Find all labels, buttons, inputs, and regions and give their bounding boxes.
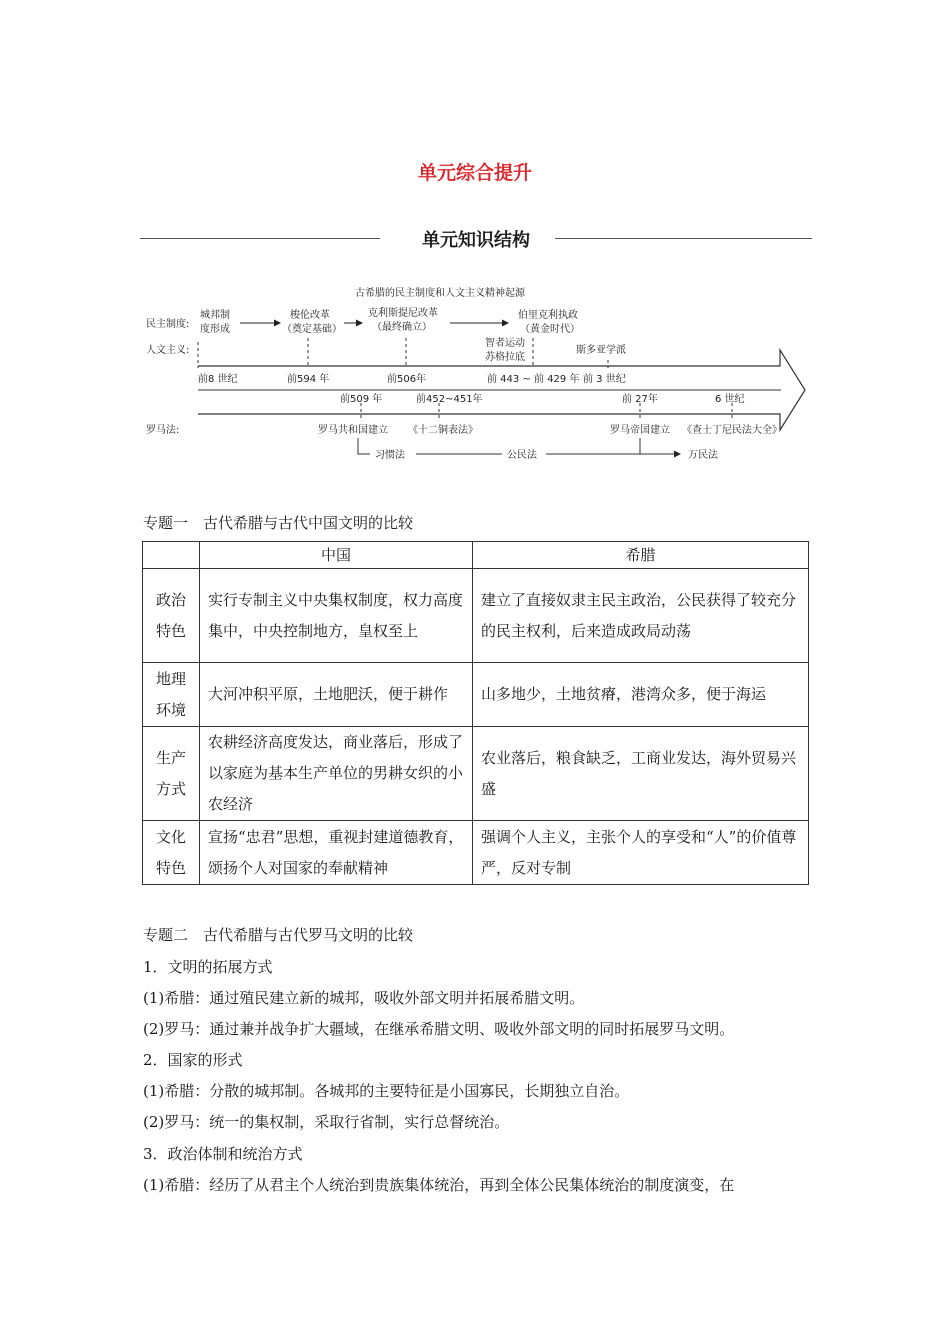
section-heading-bar — [140, 226, 812, 252]
header-china: 中国 — [200, 542, 473, 569]
law-stage-civil: 公民法 — [507, 450, 537, 461]
header-blank — [143, 542, 200, 569]
section-heading: 单元知识结构 — [410, 230, 542, 251]
event-cleisthenes-1: 克利斯提尼改革 — [368, 308, 438, 319]
date-506: 前506年 — [387, 374, 427, 385]
event-roman-empire: 罗马帝国建立 — [610, 425, 670, 436]
event-pericles-2: （黄金时代） — [520, 324, 580, 335]
event-socrates: 苏格拉底 — [485, 352, 525, 363]
page-title: 单元综合提升 — [417, 162, 532, 184]
paragraph: (2)罗马：通过兼并战争扩大疆域，在继承希腊文明、吸收外部文明的同时拓展罗马文明。 — [143, 1020, 735, 1038]
heading-expansion: 1．文明的拓展方式 — [143, 958, 273, 976]
date-3rd-century: 前 3 世纪 — [583, 374, 626, 385]
law-stage-nations: 万民法 — [688, 450, 718, 461]
date-594: 前594 年 — [287, 374, 330, 385]
date-27: 前 27年 — [622, 394, 658, 405]
timeline-diagram — [140, 280, 810, 470]
cell-greece: 强调个人主义，主张个人的享受和“人”的价值尊严，反对专制 — [473, 821, 809, 885]
topic-2-title: 专题二 古代希腊与古代罗马文明的比较 — [143, 926, 414, 944]
header-greece: 希腊 — [473, 542, 809, 569]
row-head-politics: 政治 特色 — [143, 569, 200, 663]
paragraph: (2)罗马：统一的集权制，采取行省制，实行总督统治。 — [143, 1113, 510, 1131]
event-solon-2: （奠定基础） — [282, 324, 342, 335]
row-label-roman-law: 罗马法: — [146, 425, 180, 436]
event-roman-republic: 罗马共和国建立 — [318, 425, 388, 436]
cell-china: 宣扬“忠君”思想，重视封建道德教育，颂扬个人对国家的奉献精神 — [200, 821, 473, 885]
table-row — [143, 821, 809, 885]
paragraph: (1)希腊：分散的城邦制。各城邦的主要特征是小国寡民，长期独立自治。 — [143, 1082, 630, 1100]
table-row — [143, 569, 809, 663]
date-509: 前509 年 — [340, 394, 383, 405]
cell-china: 实行专制主义中央集权制度，权力高度集中，中央控制地方，皇权至上 — [200, 569, 473, 663]
heading-state-form: 2．国家的形式 — [143, 1051, 243, 1069]
heading-political-system: 3．政治体制和统治方式 — [143, 1145, 303, 1163]
event-sophists: 智者运动 — [485, 338, 525, 349]
event-solon-1: 梭伦改革 — [290, 310, 330, 321]
event-city-state-1: 城邦制 — [200, 310, 230, 321]
event-city-state-2: 度形成 — [200, 324, 230, 335]
cell-greece: 山多地少，土地贫瘠，港湾众多，便于海运 — [473, 663, 809, 727]
table-header-row — [143, 542, 809, 569]
event-pericles-1: 伯里克利执政 — [518, 310, 578, 321]
event-stoics: 斯多亚学派 — [576, 345, 626, 356]
cell-greece: 农业落后，粮食缺乏，工商业发达，海外贸易兴盛 — [473, 727, 809, 821]
date-443-429: 前 443 ~ 前 429 年 — [487, 374, 580, 385]
row-head-geography: 地理 环境 — [143, 663, 200, 727]
topic-1-title: 专题一 古代希腊与古代中国文明的比较 — [143, 514, 414, 532]
date-452-451: 前452~451年 — [416, 394, 483, 405]
row-head-culture: 文化 特色 — [143, 821, 200, 885]
event-twelve-tables: 《十二铜表法》 — [408, 425, 478, 436]
cell-china: 农耕经济高度发达，商业落后，形成了以家庭为基本生产单位的男耕女织的小农经济 — [200, 727, 473, 821]
table-row — [143, 727, 809, 821]
comparison-table — [142, 541, 809, 885]
paragraph: (1)希腊：经历了从君主个人统治到贵族集体统治，再到全体公民集体统治的制度演变，在 — [143, 1176, 735, 1194]
event-cleisthenes-2: （最终确立） — [372, 322, 432, 333]
row-head-production: 生产 方式 — [143, 727, 200, 821]
date-8th-century: 前8 世纪 — [198, 374, 238, 385]
table-row — [143, 663, 809, 727]
paragraph: (1)希腊：通过殖民建立新的城邦，吸收外部文明并拓展希腊文明。 — [143, 989, 585, 1007]
cell-china: 大河冲积平原，土地肥沃，便于耕作 — [200, 663, 473, 727]
event-justinian-code: 《查士丁尼民法大全》 — [682, 425, 782, 436]
timeline-heading: 古希腊的民主制度和人文主义精神起源 — [355, 288, 525, 299]
date-6th-century: 6 世纪 — [715, 394, 745, 405]
row-label-humanism: 人文主义: — [146, 345, 190, 356]
law-stage-customary: 习惯法 — [375, 450, 405, 461]
row-label-democracy: 民主制度: — [146, 319, 190, 330]
cell-greece: 建立了直接奴隶主民主政治，公民获得了较充分的民主权利，后来造成政局动荡 — [473, 569, 809, 663]
